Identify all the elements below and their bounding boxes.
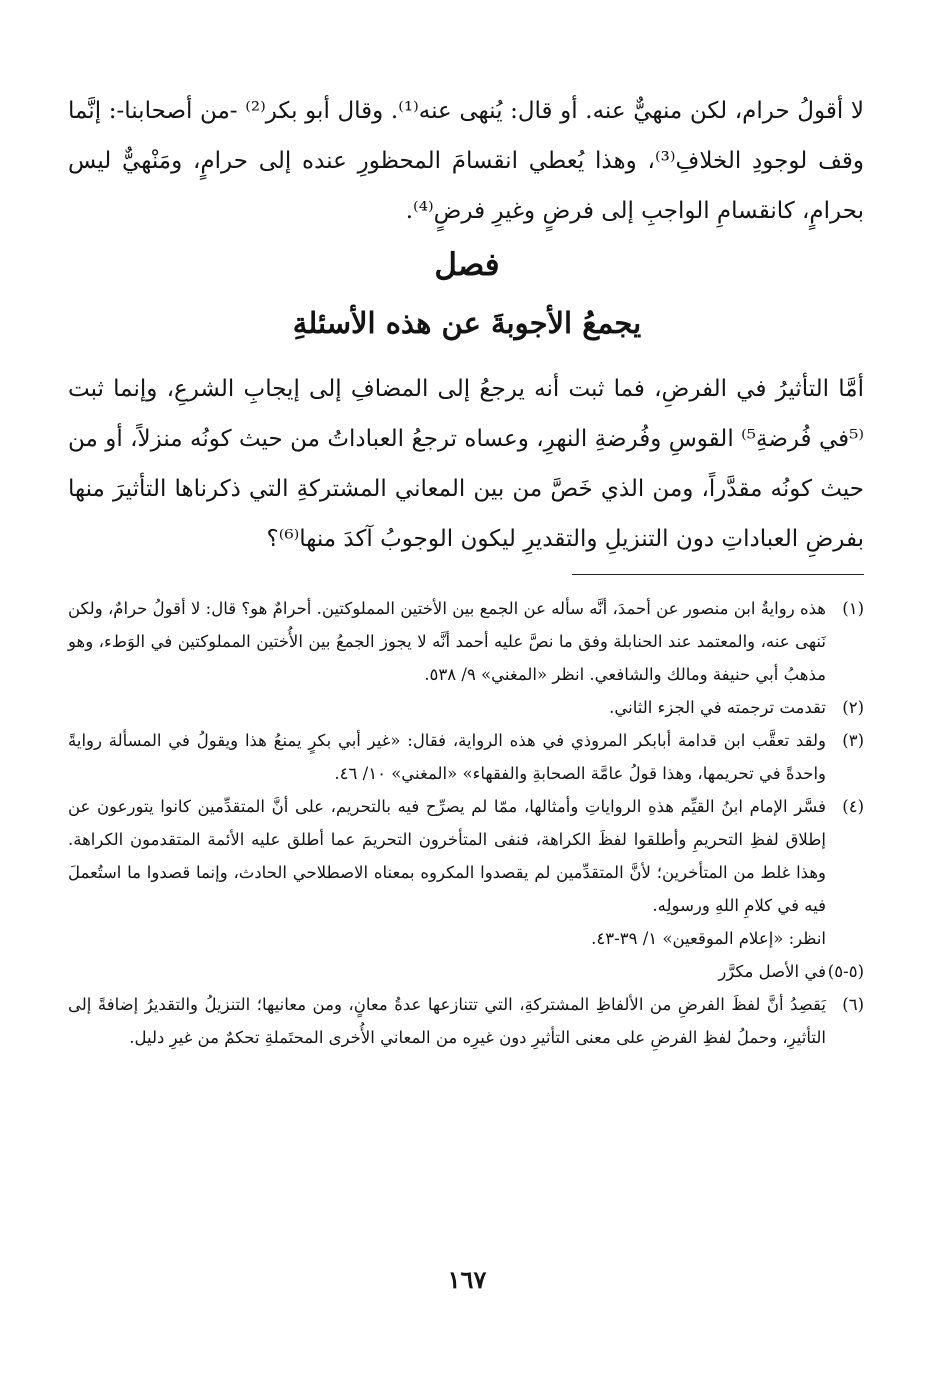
footnote-2: [68, 691, 864, 724]
footnote-text: ولقد تعقَّب ابن قدامة أبابكر المروذي في هذه الرواية، فقال: «غير أبي بكرٍ يمنعُ هذا ويقولُ في المسألة روايةً واحدةً في تحريمها، وهذا قولُ عامَّة الصحابةِ والفقهاء» «المغني» ١٠/ ٤٦.: [68, 731, 826, 783]
footnote-text: تقدمت ترجمته في الجزء الثاني.: [609, 698, 826, 717]
section-heading: فصل: [434, 247, 500, 283]
footnote-number: (٢): [842, 698, 864, 717]
footnote-number: (١): [842, 599, 864, 618]
footnote-separator: [572, 574, 864, 575]
footnote-number: (٥-٥): [827, 962, 864, 981]
section-body-text: أمَّا التأثيرُ في الفرضِ، فما ثبت أنه يرجعُ إلى المضافِ إلى إيجابِ الشرعِ، وإنما ثبت ⁽⁵في فُرضةِ⁵⁾ القوسِ وفُرضةِ النهرِ، وعساه ترجعُ العباداتُ من حيث كونُه منزلاً، أو من حيث كونُه مقدَّراً، ومن الذي خَصَّ من بين المعاني المشتركةِ التي ذكرناها التأثيرَ منها بفرضِ العباداتِ دون التنزيلِ والتقديرِ ليكون الوجوبُ آكدَ منها⁽⁶⁾؟: [68, 376, 864, 552]
footnote-number: (٦): [842, 995, 864, 1014]
footnote-3: [68, 724, 864, 790]
intro-text: لا أقولُ حرام، لكن منهيٌّ عنه. أو قال: يُنهى عنه⁽¹⁾. وقال أبو بكر⁽²⁾ -من أصحابنا-: إنَّما وقف لوجودِ الخلافِ⁽³⁾، وهذا يُعطي انقسامَ المحظورِ عنده إلى حرامٍ، ومَنْهيٌّ ليس بحرامٍ، كانقسامِ الواجبِ إلى فرضٍ وغيرِ فرضٍ⁽⁴⁾.: [68, 98, 864, 224]
footnote-text: هذه روايةُ ابن منصور عن أحمدَ، أنَّه سأله عن الجمع بين الأختين المملوكتين. أحرامٌ هو؟ قال: لا أقولُ حرامٌ، ولكن نَنهى عنه، والمعتمد عند الحنابلة وفق ما نصَّ عليه أحمد أنَّه لا يجوز الجمعُ بين الأُختين المملوكتين في الوَطء، وهو مذهبُ أبي حنيفة ومالك والشافعي. انظر «المغني» ٩/ ٥٣٨.: [68, 599, 826, 684]
footnotes: [68, 592, 864, 1054]
footnote-text: في الأصل مكرَّر: [718, 962, 826, 981]
page-number: ١٦٧: [447, 1265, 487, 1294]
intro-paragraph: [68, 86, 864, 236]
footnote-text: فسَّر الإمام ابنُ القيِّم هذهِ الرواياتِ وأمثالها، ممّا لم يصرِّح فيه بالتحريم، على أنَّ المتقدِّمين كانوا يتورعون عن إطلاق لفظِ التحريمِ وأطلقوا لفظَ الكراهة، فنفى المتأخرون التحريمَ عما أطلق عليه الأئمة المتقدمون الكراهة. وهذا غلط من المتأخرين؛ لأنَّ المتقدِّمين لم يقصدوا المكروه بمعناه الاصطلاحي الحادث، وإنما قصدوا ما استُعملَ فيه في كلامِ اللهِ ورسولِه.: [68, 797, 826, 915]
section-paragraph: [68, 364, 864, 564]
footnote-number: (٣): [842, 731, 864, 750]
footnote-5: [68, 955, 864, 988]
footnote-text: يَقصِدُ أنَّ لفظَ الفرضِ من الألفاظِ المشتركةِ، التي تتنازعها عدةُ معانٍ، ومن معانيها؛ التنزيلُ والتقديرُ إضافةً إلى التأثيرِ، وحملُ لفظِ الفرضِ على معنى التأثيرِ دون غيرِه من المعاني الأُخرى المحتَملةِ تحكمٌ من غيرِ دليل.: [68, 995, 826, 1047]
footnote-4: [68, 790, 864, 955]
section-subheading: يجمعُ الأجوبةَ عن هذه الأسئلةِ: [292, 306, 642, 340]
footnote-number: (٤): [842, 797, 864, 816]
footnote-6: [68, 988, 864, 1054]
footnote-reference: انظر: «إعلام الموقعين» ١/ ٣٩-٤٣.: [591, 929, 826, 948]
footnote-1: [68, 592, 864, 691]
